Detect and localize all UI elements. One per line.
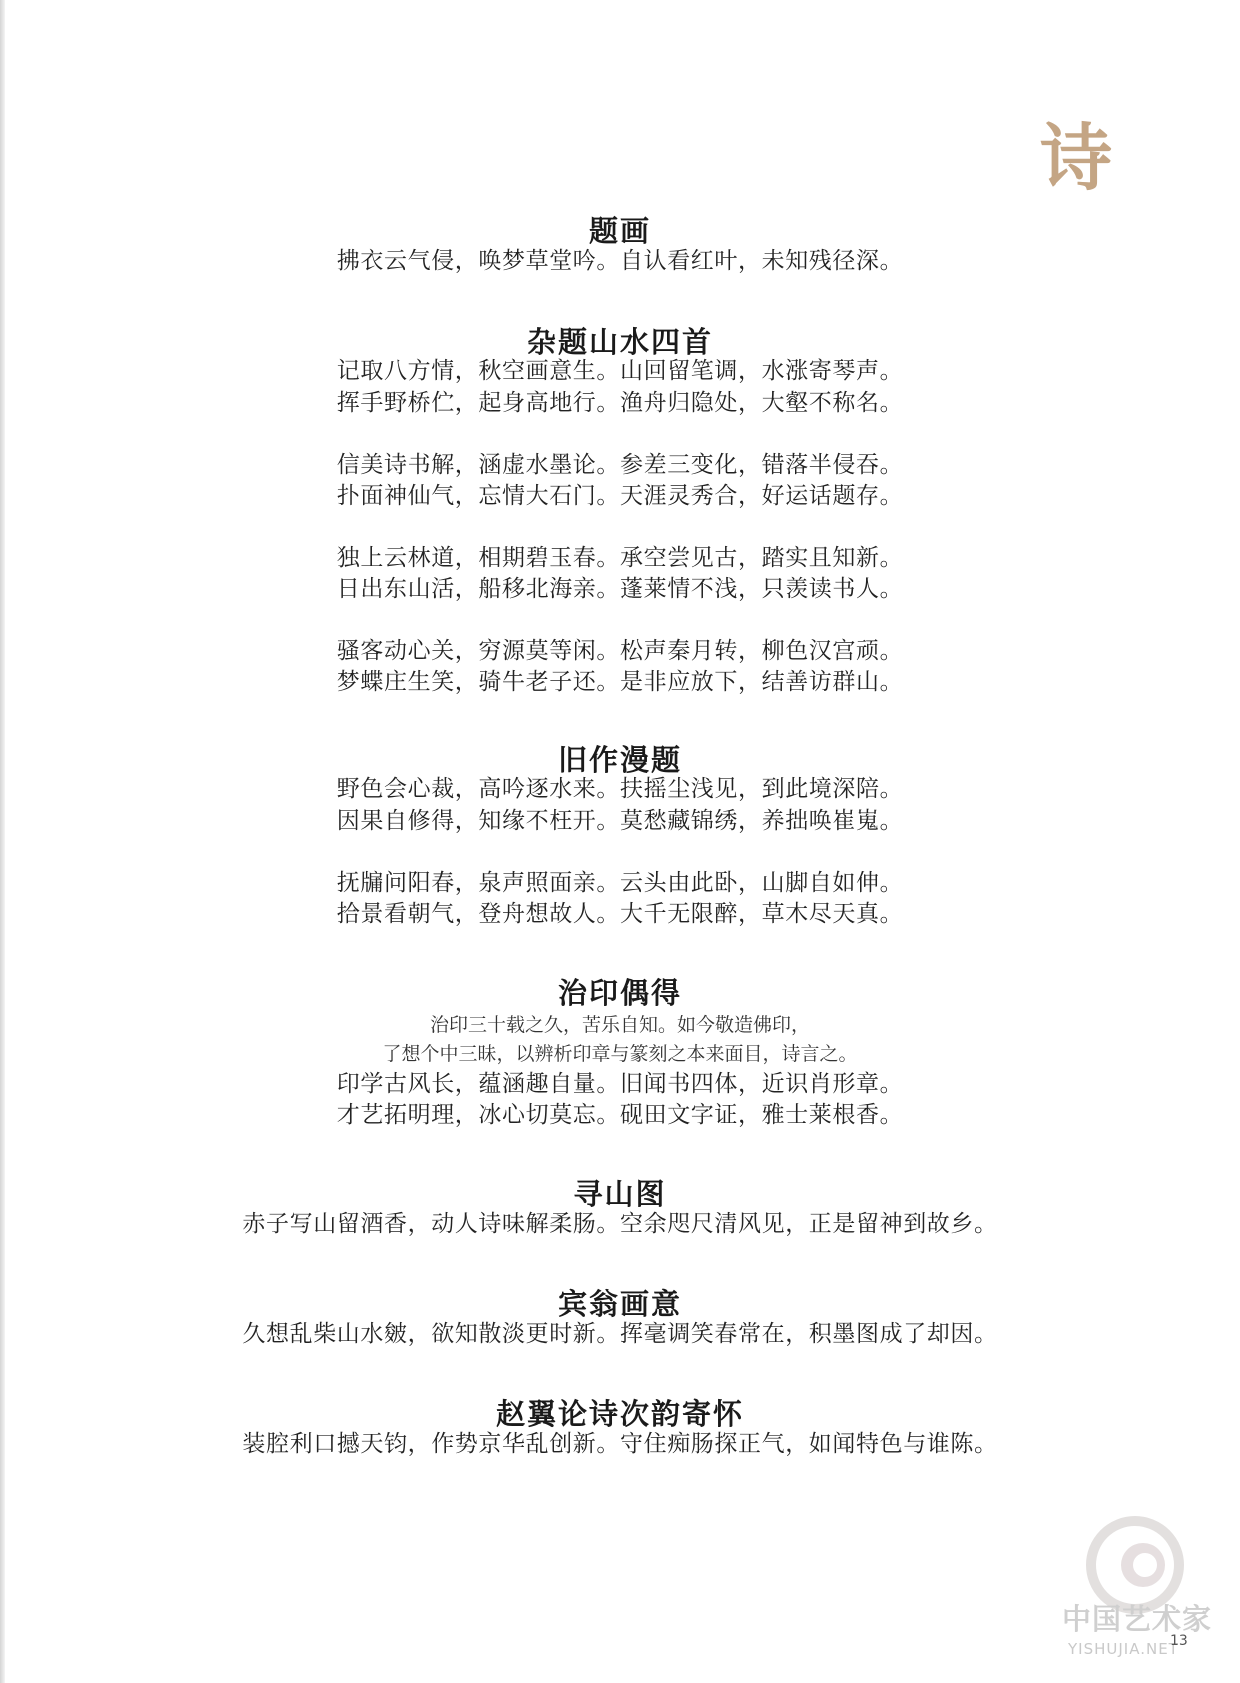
section-mark: 诗: [1040, 115, 1113, 200]
poem-line: 拾景看朝气，登舟想故人。大千无限醉，草木尽天真。: [336, 901, 904, 927]
poem-title: 赵翼论诗次韵寄怀: [495, 1397, 744, 1431]
poem-title: 治印偶得: [557, 976, 682, 1010]
poem-line: 扑面神仙气，忘情大石门。天涯灵秀合，好运话题存。: [336, 483, 904, 509]
page-number: 13: [1170, 1633, 1188, 1649]
poem-line: 独上云林道，相期碧玉春。承空尝见古，踏实且知新。: [336, 545, 904, 571]
poem-line: 野色会心裁，高吟逐水来。扶摇尘浅见，到此境深陪。: [336, 776, 904, 802]
poem-line: 梦蝶庄生笑，骑牛老子还。是非应放下，结善访群山。: [336, 669, 904, 695]
poem-line: 因果自修得，知缘不枉开。莫愁藏锦绣，养拙唤崔嵬。: [336, 808, 904, 834]
poem-line: 抚牖问阳春，泉声照面亲。云头由此卧，山脚自如伸。: [336, 870, 904, 896]
poem-line: 日出东山活，船移北海亲。蓬莱情不浅，只羡读书人。: [336, 576, 904, 602]
poem-line: 拂衣云气侵，唤梦草堂吟。自认看红叶，未知残径深。: [336, 248, 904, 274]
watermark-brand: 中国艺术家: [1062, 1602, 1213, 1636]
poem-title: 宾翁画意: [557, 1287, 682, 1321]
poem-title: 寻山图: [573, 1177, 667, 1211]
poem-title: 杂题山水四首: [526, 325, 713, 359]
poem-line: 久想乱柴山水皴，欲知散淡更时新。挥毫调笑春常在，积墨图成了却因。: [242, 1321, 998, 1347]
poem-line: 骚客动心关，穷源莫等闲。松声秦月转，柳色汉宫顽。: [336, 638, 904, 664]
poem-line: 记取八方情，秋空画意生。山回留笔调，水涨寄琴声。: [336, 358, 904, 384]
poem-preface: 了想个中三昧，以辨析印章与篆刻之本来面目，诗言之。: [382, 1043, 858, 1065]
poem-line: 印学古风长，蕴涵趣自量。旧闻书四体，近识肖形章。: [336, 1071, 904, 1097]
poem-preface: 治印三十载之久，苦乐自知。如今敬造佛印，: [429, 1014, 810, 1036]
poem-line: 装腔利口撼天钧，作势京华乱创新。守住痴肠探正气，如闻特色与谁陈。: [242, 1431, 998, 1457]
poem-line: 赤子写山留酒香，动人诗味解柔肠。空余咫尺清风见，正是留神到故乡。: [242, 1211, 998, 1237]
poem-line: 才艺拓明理，冰心切莫忘。砚田文字证，雅士莱根香。: [336, 1102, 904, 1128]
watermark-logo-icon: [1085, 1515, 1185, 1615]
poem-line: 挥手野桥伫，起身高地行。渔舟归隐处，大壑不称名。: [336, 390, 904, 416]
poem-title: 题画: [588, 214, 651, 248]
poem-title: 旧作漫题: [557, 743, 682, 777]
watermark-site: YISHUJIA.NET: [1068, 1640, 1179, 1658]
poem-line: 信美诗书解，涵虚水墨论。参差三变化，错落半侵吞。: [336, 452, 904, 478]
